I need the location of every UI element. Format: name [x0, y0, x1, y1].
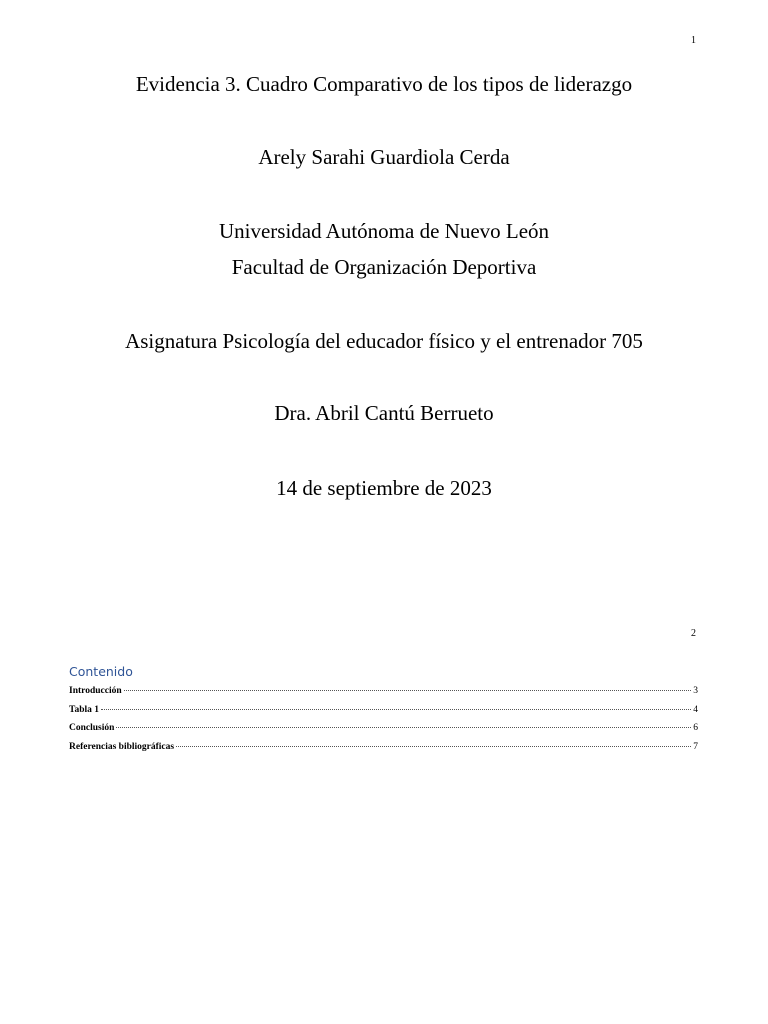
toc-entry-tabla-1[interactable] — [69, 704, 698, 723]
toc-dot-leader — [124, 690, 692, 691]
toc-entry-label: Conclusión — [69, 723, 115, 733]
toc-dot-leader — [176, 746, 691, 747]
document-title: Evidencia 3. Cuadro Comparativo de los tipos de liderazgo — [135, 72, 633, 96]
toc-entry-introduccion[interactable] — [69, 685, 698, 704]
toc-heading: Contenido — [69, 664, 133, 679]
toc-entry-referencias[interactable] — [69, 741, 698, 760]
submission-date: 14 de septiembre de 2023 — [276, 476, 492, 500]
toc-dot-leader — [116, 727, 691, 728]
toc-dot-leader — [101, 709, 691, 710]
professor-name: Dra. Abril Cantú Berrueto — [274, 401, 494, 425]
course-name: Asignatura Psicología del educador físico y el entrenador 705 — [125, 329, 643, 353]
toc-entry-page: 6 — [693, 723, 698, 733]
toc-entry-label: Introducción — [69, 686, 122, 696]
toc-entry-page: 7 — [693, 741, 698, 752]
faculty-name: Facultad de Organización Deportiva — [231, 255, 537, 279]
page-number-2: 2 — [691, 628, 696, 639]
table-of-contents — [69, 685, 698, 759]
toc-entry-page: 4 — [693, 704, 698, 715]
toc-entry-conclusion[interactable] — [69, 722, 698, 741]
author-name: Arely Sarahi Guardiola Cerda — [258, 145, 510, 169]
toc-entry-label: Referencias bibliográficas — [69, 741, 175, 752]
toc-entry-page: 3 — [693, 686, 698, 696]
page-number-1: 1 — [691, 35, 696, 46]
toc-entry-label: Tabla 1 — [69, 704, 100, 715]
university-name: Universidad Autónoma de Nuevo León — [218, 219, 550, 243]
